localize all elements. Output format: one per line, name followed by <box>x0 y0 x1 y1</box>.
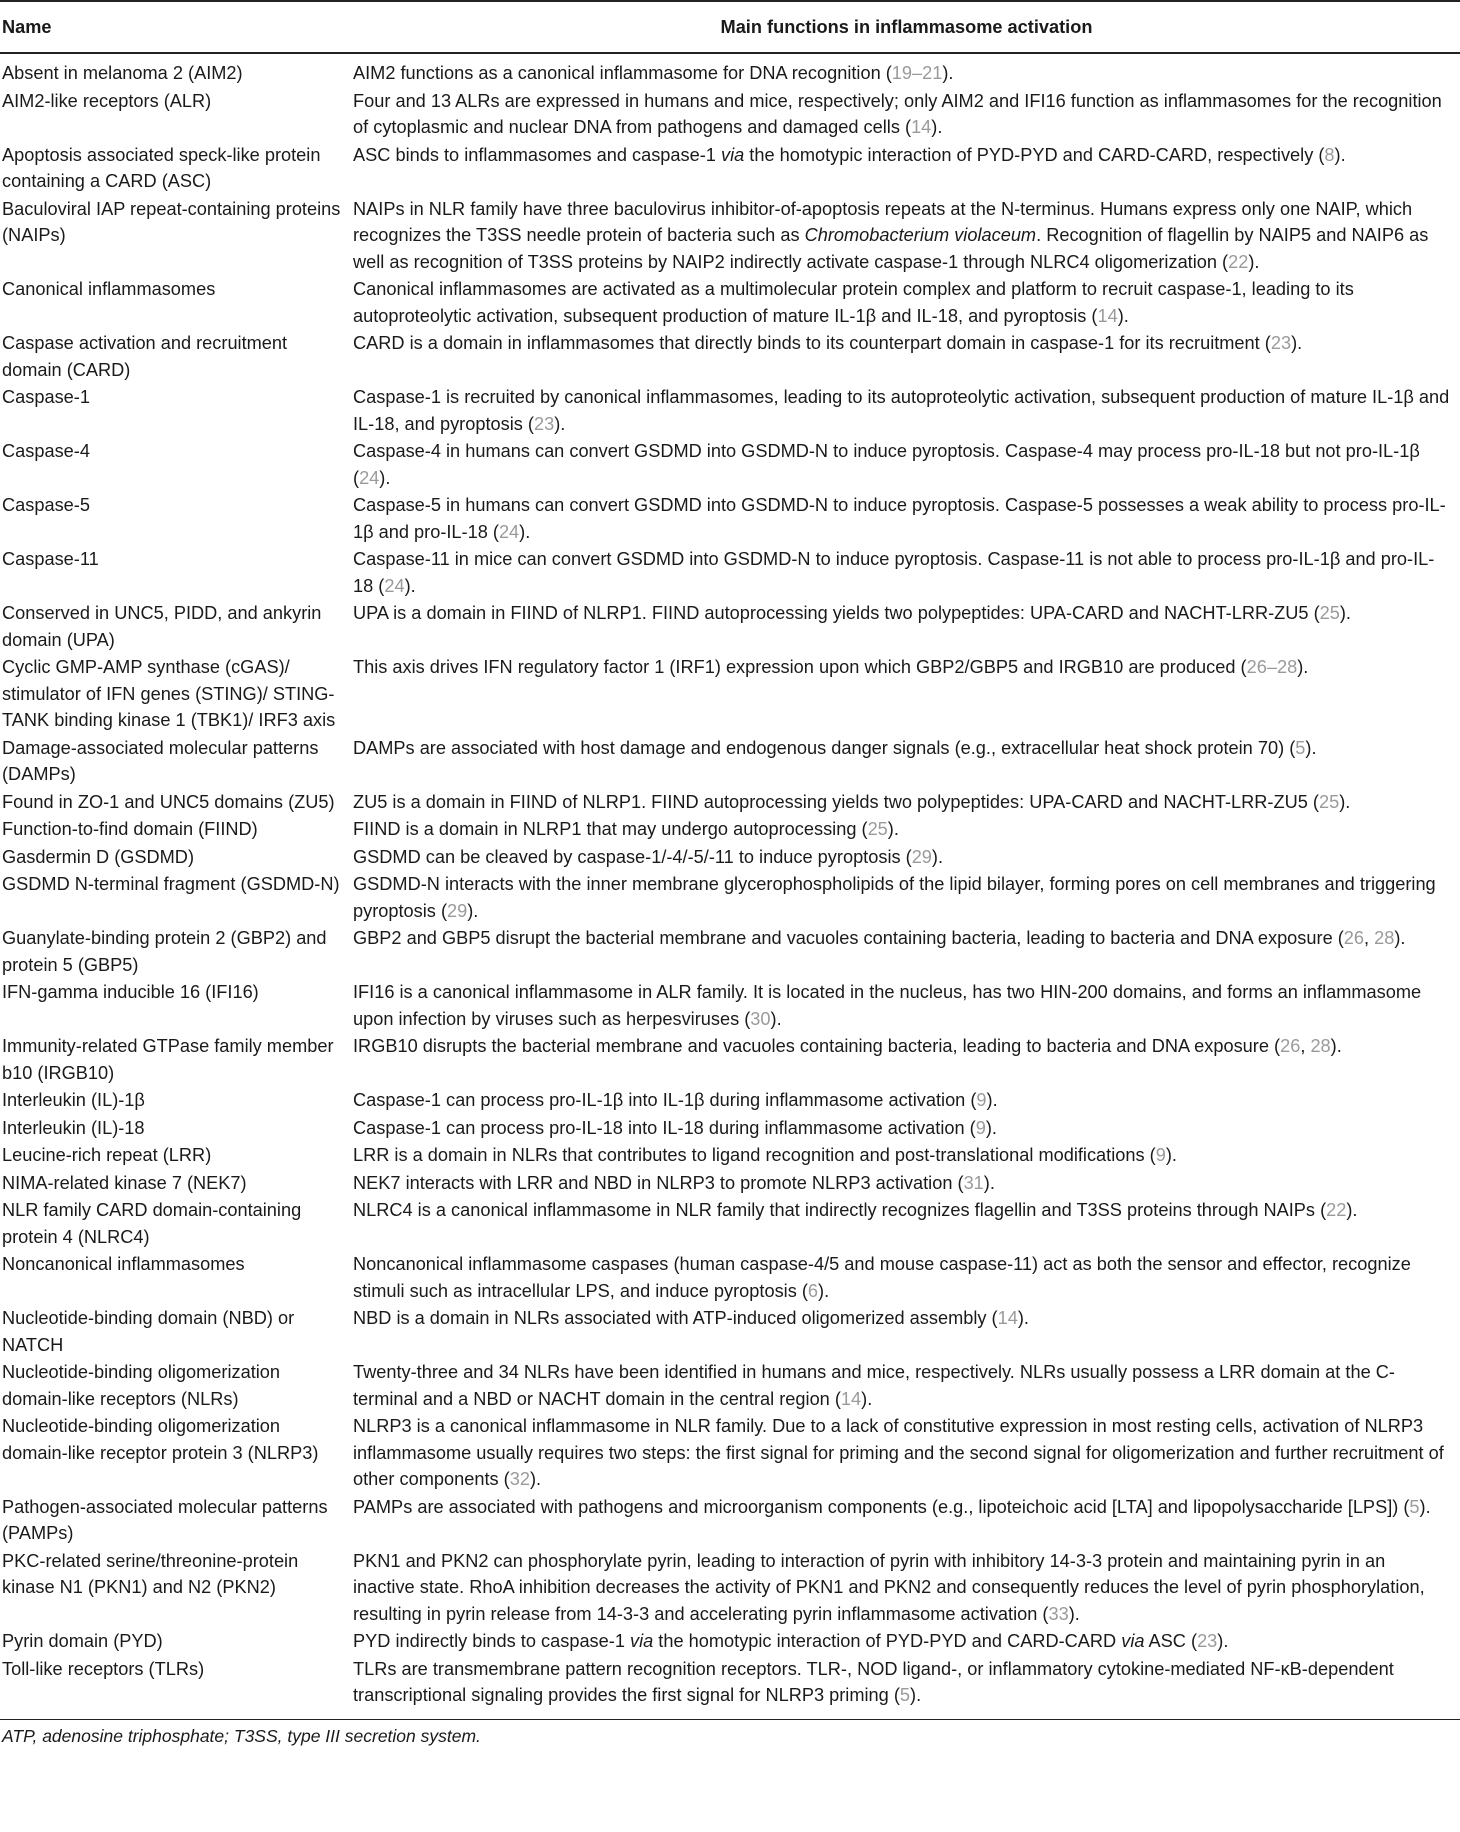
function-description <box>353 1494 1460 1548</box>
description-text: ). <box>986 1090 998 1110</box>
description-text: Caspase-4 in humans can convert GSDMD into GSDMD-N to induce pyroptosis. Caspase-4 may process pro-IL-18 but not pro-IL-1β ( <box>353 441 1420 488</box>
description-text: the homotypic interaction of PYD-PYD and CARD-CARD <box>653 1631 1122 1651</box>
term-name: Gasdermin D (GSDMD) <box>2 846 194 867</box>
function-description <box>353 1170 1460 1198</box>
term-name: NIMA-related kinase 7 (NEK7) <box>2 1172 247 1193</box>
description-text: ). <box>1339 603 1351 623</box>
term-name: Cyclic GMP-AMP synthase (cGAS)/ stimulator of IFN genes (STING)/ STING-TANK binding kinase 1 (TBK1)/ IRF3 axis <box>2 657 336 730</box>
description-text: ). <box>1248 251 1260 272</box>
description-text: NLRC4 is a canonical inflammasome in NLR family that indirectly recognizes flagellin and T3SS proteins through NAIPs ( <box>353 1200 1327 1220</box>
reference-link[interactable]: 29 <box>911 846 932 867</box>
reference-link[interactable]: 9 <box>976 1090 987 1110</box>
function-description <box>353 1413 1460 1494</box>
description-text: Canonical inflammasomes are activated as a multimolecular protein complex and platform to recruit caspase-1, leading to its autoproteolytic activation, subsequent production of mature IL-1β and IL-18, and pyroptosis ( <box>353 279 1354 326</box>
reference-link[interactable]: 9 <box>975 1117 986 1138</box>
function-description <box>353 600 1460 654</box>
term-name: Pyrin domain (PYD) <box>2 1631 163 1651</box>
description-text: GSDMD-N interacts with the inner membrane glycerophospholipids of the lipid bilayer, forming pores on cell membranes and triggering pyroptosis ( <box>353 874 1436 921</box>
term-name: Canonical inflammasomes <box>2 279 216 299</box>
table-row <box>0 1197 1460 1251</box>
term-name: Caspase-11 <box>2 549 99 569</box>
term-name: Noncanonical inflammasomes <box>2 1254 245 1274</box>
description-text: ). <box>1068 1603 1080 1624</box>
description-text: Caspase-1 can process pro-IL-1β into IL-1β during inflammasome activation ( <box>353 1090 977 1110</box>
description-text: ). <box>910 1685 922 1705</box>
reference-link[interactable]: 5 <box>1409 1496 1420 1517</box>
description-text: ). <box>861 1388 873 1409</box>
table-row <box>0 53 1460 88</box>
description-text: ). <box>983 1172 995 1193</box>
reference-link[interactable]: 19–21 <box>891 63 943 83</box>
term-name: Conserved in UNC5, PIDD, and ankyrin domain (UPA) <box>2 603 322 650</box>
reference-link[interactable]: 23 <box>533 413 555 434</box>
reference-link[interactable]: 28 <box>1374 928 1395 948</box>
term-name: GSDMD N-terminal fragment (GSDMD-N) <box>2 874 340 894</box>
table-row <box>0 546 1460 600</box>
table-row <box>0 142 1460 196</box>
description-text: Twenty-three and 34 NLRs have been identified in humans and mice, respectively. NLRs usually possess a LRR domain at the C-terminal and a NBD or NACHT domain in the central region ( <box>353 1362 1395 1409</box>
function-description <box>353 1142 1460 1170</box>
term-name: Caspase-1 <box>2 387 90 407</box>
term-name: Immunity-related GTPase family member b10 (IRGB10) <box>2 1036 334 1083</box>
description-text: PAMPs are associated with pathogens and microorganism components (e.g., lipoteichoic acid [LTA] and lipopolysaccharide [LPS]) ( <box>353 1496 1410 1517</box>
table-row <box>0 979 1460 1033</box>
table-row <box>0 600 1460 654</box>
function-description <box>353 53 1460 88</box>
reference-link[interactable]: 26 <box>1280 1036 1301 1056</box>
description-text: , <box>1364 928 1375 948</box>
description-text: PKN1 and PKN2 can phosphorylate pyrin, leading to interaction of pyrin with inhibitory 14-3-3 protein and maintaining pyrin in an inactive state. RhoA inhibition decreases the activity of PKN1 and PKN2 and consequently reduces the level of pyrin phosphorylation, resulting in pyrin release from 14-3-3 and accelerating pyrin inflammasome activation ( <box>353 1550 1425 1624</box>
function-description <box>353 438 1460 492</box>
description-text: IRGB10 disrupts the bacterial membrane and vacuoles containing bacteria, leading to bacteria and DNA exposure ( <box>353 1036 1281 1056</box>
reference-link[interactable]: 22 <box>1228 251 1249 272</box>
table-row <box>0 654 1460 735</box>
term-name: Nucleotide-binding oligomerization domain-like receptors (NLRs) <box>2 1362 281 1409</box>
reference-link[interactable]: 28 <box>1310 1036 1331 1056</box>
description-text: ). <box>942 63 954 83</box>
reference-link[interactable]: 23 <box>1270 333 1292 353</box>
table-row <box>0 1413 1460 1494</box>
table-body <box>0 53 1460 1719</box>
term-name: Function-to-find domain (FIIND) <box>2 819 258 839</box>
function-description <box>353 1115 1460 1143</box>
description-text: Caspase-1 can process pro-IL-18 into IL-18 during inflammasome activation ( <box>353 1117 976 1138</box>
function-description <box>353 88 1460 142</box>
table-footnote: ATP, adenosine triphosphate; T3SS, type III secretion system. <box>0 1719 1460 1752</box>
description-text: ). <box>1330 1036 1342 1056</box>
table-row <box>0 1359 1460 1413</box>
function-description <box>353 844 1460 872</box>
description-text: ). <box>404 575 416 596</box>
reference-link[interactable]: 24 <box>498 521 520 542</box>
reference-link[interactable]: 6 <box>807 1280 819 1301</box>
description-text: Caspase-5 in humans can convert GSDMD into GSDMD-N to induce pyroptosis. Caspase-5 possesses a weak ability to process pro-IL-1β and pro-IL-18 ( <box>353 495 1446 542</box>
reference-link[interactable]: 26 <box>1343 928 1365 948</box>
term-name: Pathogen-associated molecular patterns (PAMPs) <box>2 1496 328 1543</box>
description-text: TLRs are transmembrane pattern recognition receptors. TLR-, NOD ligand-, or inflammatory cytokine-mediated NF-κB-dependent transcriptional signaling provides the first signal for NLRP3 priming ( <box>353 1658 1394 1705</box>
description-text: the homotypic interaction of PYD-PYD and CARD-CARD, respectively ( <box>744 144 1325 165</box>
description-text: NEK7 interacts with LRR and NBD in NLRP3 to promote NLRP3 activation ( <box>353 1172 964 1193</box>
term-name: NLR family CARD domain-containing protein 4 (NLRC4) <box>2 1200 302 1247</box>
reference-link[interactable]: 29 <box>447 900 468 921</box>
term-name: Interleukin (IL)-18 <box>2 1117 145 1138</box>
term-name: Apoptosis associated speck-like protein containing a CARD (ASC) <box>2 144 321 191</box>
description-text: ). <box>1339 791 1351 812</box>
description-text: ZU5 is a domain in FIIND of NLRP1. FIIND autoprocessing yields two polypeptides: UPA-CARD and NACHT-LRR-ZU5 ( <box>353 791 1319 812</box>
description-text: IFI16 is a canonical inflammasome in ALR family. It is located in the nucleus, has two HIN-200 domains, and forms an inflammasome upon infection by viruses such as herpesviruses ( <box>353 982 1422 1029</box>
column-header-name: Name <box>0 1 353 53</box>
description-text: ASC ( <box>1144 1631 1198 1651</box>
italic-text: via <box>630 1631 654 1651</box>
function-description <box>353 871 1460 925</box>
description-text: DAMPs are associated with host damage and endogenous danger signals (e.g., extracellular heat shock protein 70) ( <box>353 737 1296 758</box>
reference-link[interactable]: 31 <box>963 1172 984 1193</box>
description-text: FIIND is a domain in NLRP1 that may undergo autoprocessing ( <box>353 819 868 839</box>
function-description <box>353 276 1460 330</box>
table-row <box>0 1033 1460 1087</box>
description-text: AIM2 functions as a canonical inflammasome for DNA recognition ( <box>353 63 892 83</box>
table-row <box>0 789 1460 817</box>
description-text: UPA is a domain in FIIND of NLRP1. FIIND autoprocessing yields two polypeptides: UPA-CARD and NACHT-LRR-ZU5 ( <box>353 603 1320 623</box>
table-row <box>0 844 1460 872</box>
description-text: NLRP3 is a canonical inflammasome in NLR family. Due to a lack of constitutive expression in most resting cells, activation of NLRP3 inflammasome usually requires two steps: the first signal for priming and the second signal for oligomerization and further recruitment of other components ( <box>353 1416 1444 1489</box>
function-description <box>353 1087 1460 1115</box>
function-description <box>353 142 1460 196</box>
reference-link[interactable]: 5 <box>899 1685 911 1705</box>
description-text: Caspase-1 is recruited by canonical inflammasomes, leading to its autoproteolytic activation, subsequent production of mature IL-1β and IL-18, and pyroptosis ( <box>353 387 1450 434</box>
column-header-functions: Main functions in inflammasome activation <box>353 1 1460 53</box>
reference-link[interactable]: 14 <box>911 117 932 137</box>
description-text: GSDMD can be cleaved by caspase-1/-4/-5/-11 to induce pyroptosis ( <box>353 846 912 867</box>
table-row <box>0 1548 1460 1629</box>
description-text: , <box>1300 1036 1311 1056</box>
description-text: ). <box>1217 1631 1229 1651</box>
description-text: ). <box>818 1280 830 1301</box>
reference-link[interactable]: 25 <box>1318 791 1340 812</box>
reference-link[interactable]: 14 <box>840 1388 862 1409</box>
function-description <box>353 735 1460 789</box>
term-name: IFN-gamma inducible 16 (IFI16) <box>2 982 259 1002</box>
reference-link[interactable]: 32 <box>509 1469 530 1489</box>
italic-text: via <box>720 144 745 165</box>
function-description <box>353 1656 1460 1719</box>
reference-link[interactable]: 8 <box>1324 144 1335 165</box>
term-name: Interleukin (IL)-1β <box>2 1090 145 1110</box>
reference-link[interactable]: 33 <box>1048 1603 1069 1624</box>
description-text: PYD indirectly binds to caspase-1 <box>353 1631 630 1651</box>
table-row <box>0 1251 1460 1305</box>
function-description <box>353 330 1460 384</box>
function-description <box>353 925 1460 979</box>
description-text: ). <box>467 900 479 921</box>
description-text: CARD is a domain in inflammasomes that directly binds to its counterpart domain in caspase-1 for its recruitment ( <box>353 333 1271 353</box>
term-name: Toll-like receptors (TLRs) <box>2 1658 205 1679</box>
function-description <box>353 546 1460 600</box>
table-row <box>0 735 1460 789</box>
table-row <box>0 196 1460 277</box>
table-row <box>0 384 1460 438</box>
description-text: ). <box>887 819 899 839</box>
table-row <box>0 1087 1460 1115</box>
description-text: ). <box>554 413 566 434</box>
description-text: ). <box>985 1117 997 1138</box>
description-text: ). <box>1017 1308 1029 1328</box>
description-text: ). <box>1117 305 1129 326</box>
description-text: Noncanonical inflammasome caspases (human caspase-4/5 and mouse caspase-11) act as both the sensor and effector, recognize stimuli such as intracellular LPS, and induce pyroptosis ( <box>353 1254 1411 1301</box>
description-text: GBP2 and GBP5 disrupt the bacterial membrane and vacuoles containing bacteria, leading to bacteria and DNA exposure ( <box>353 928 1344 948</box>
table-row <box>0 438 1460 492</box>
table-row <box>0 1115 1460 1143</box>
term-name: Caspase-4 <box>2 441 90 461</box>
reference-link[interactable]: 22 <box>1326 1200 1347 1220</box>
table-row <box>0 1305 1460 1359</box>
description-text: ). <box>1297 657 1309 677</box>
reference-link[interactable]: 24 <box>384 575 405 596</box>
term-name: Absent in melanoma 2 (AIM2) <box>2 63 243 83</box>
function-description <box>353 492 1460 546</box>
description-text: Four and 13 ALRs are expressed in humans and mice, respectively; only AIM2 and IFI16 function as inflammasomes for the recognition of cytoplasmic and nuclear DNA from pathogens and damaged cells ( <box>353 90 1442 137</box>
table-row <box>0 1170 1460 1198</box>
term-name: AIM2-like receptors (ALR) <box>2 90 212 111</box>
function-description <box>353 789 1460 817</box>
description-text: ). <box>770 1008 782 1029</box>
table-row <box>0 1142 1460 1170</box>
description-text: ). <box>519 521 531 542</box>
function-description <box>353 1305 1460 1359</box>
reference-link[interactable]: 25 <box>1319 603 1340 623</box>
term-name: Leucine-rich repeat (LRR) <box>2 1145 212 1165</box>
description-text: ). <box>1305 737 1317 758</box>
description-text: NAIPs in NLR family have three baculovirus inhibitor-of-apoptosis repeats at the N-terminus. Humans express only one NAIP, which recognizes the T3SS needle protein of bacteria such as <box>353 198 1413 245</box>
term-name: Nucleotide-binding domain (NBD) or NATCH <box>2 1308 295 1355</box>
description-text: ). <box>379 467 391 488</box>
function-description <box>353 1197 1460 1251</box>
function-description <box>353 1548 1460 1629</box>
reference-link[interactable]: 23 <box>1197 1631 1218 1651</box>
description-text: ). <box>1165 1145 1177 1165</box>
term-name: Nucleotide-binding oligomerization domain-like receptor protein 3 (NLRP3) <box>2 1416 319 1463</box>
reference-link[interactable]: 9 <box>1155 1145 1166 1165</box>
italic-text: via <box>1121 1631 1145 1651</box>
function-description <box>353 654 1460 735</box>
description-text: ). <box>931 846 944 867</box>
reference-link[interactable]: 26–28 <box>1246 657 1298 677</box>
header-row <box>0 1 1460 53</box>
table-row <box>0 1656 1460 1719</box>
table-row <box>0 925 1460 979</box>
description-text: LRR is a domain in NLRs that contributes to ligand recognition and post-translational modifications ( <box>353 1145 1156 1165</box>
term-name: Damage-associated molecular patterns (DAMPs) <box>2 737 319 784</box>
description-text: This axis drives IFN regulatory factor 1 (IRF1) expression upon which GBP2/GBP5 and IRGB10 are produced ( <box>353 657 1247 677</box>
description-text: ). <box>529 1469 542 1489</box>
description-text: Caspase-11 in mice can convert GSDMD into GSDMD-N to induce pyroptosis. Caspase-11 is not able to process pro-IL-1β and pro-IL-18 ( <box>353 549 1435 596</box>
table-row <box>0 1628 1460 1656</box>
table-row <box>0 1494 1460 1548</box>
description-text: ). <box>1419 1496 1431 1517</box>
function-description <box>353 196 1460 277</box>
description-text: NBD is a domain in NLRs associated with ATP-induced oligomerized assembly ( <box>353 1308 998 1328</box>
italic-text: Chromobacterium violaceum <box>804 225 1037 245</box>
table-row <box>0 276 1460 330</box>
description-text: . Recognition of flagellin by NAIP5 and NAIP6 as well as recognition of T3SS proteins by NAIP2 indirectly activate caspase-1 through NLRC4 oligomerization ( <box>353 225 1429 272</box>
table-row <box>0 871 1460 925</box>
function-description <box>353 384 1460 438</box>
table-row <box>0 330 1460 384</box>
function-description <box>353 816 1460 844</box>
table-header <box>0 1 1460 53</box>
reference-link[interactable]: 30 <box>750 1008 771 1029</box>
function-description <box>353 1251 1460 1305</box>
term-name: Found in ZO-1 and UNC5 domains (ZU5) <box>2 791 335 812</box>
description-text: ). <box>1334 144 1346 165</box>
function-description <box>353 1628 1460 1656</box>
term-name: Caspase-5 <box>2 495 90 515</box>
description-text: ). <box>1394 928 1406 948</box>
reference-link[interactable]: 24 <box>359 467 380 488</box>
table-row <box>0 88 1460 142</box>
description-text: ). <box>931 117 943 137</box>
table-row <box>0 492 1460 546</box>
reference-link[interactable]: 14 <box>1097 305 1118 326</box>
term-name: PKC-related serine/threonine-protein kinase N1 (PKN1) and N2 (PKN2) <box>2 1550 299 1597</box>
term-name: Caspase activation and recruitment domain (CARD) <box>2 333 288 380</box>
function-description <box>353 1033 1460 1087</box>
reference-link[interactable]: 14 <box>997 1308 1018 1328</box>
function-description <box>353 1359 1460 1413</box>
description-text: ). <box>1291 333 1303 353</box>
reference-link[interactable]: 25 <box>867 819 888 839</box>
reference-link[interactable]: 5 <box>1295 737 1306 758</box>
table-row <box>0 816 1460 844</box>
term-name: Guanylate-binding protein 2 (GBP2) and protein 5 (GBP5) <box>2 928 327 975</box>
description-text: ASC binds to inflammasomes and caspase-1 <box>353 144 721 165</box>
function-description <box>353 979 1460 1033</box>
description-text: ). <box>1346 1200 1358 1220</box>
term-name: Baculoviral IAP repeat-containing proteins (NAIPs) <box>2 198 341 245</box>
